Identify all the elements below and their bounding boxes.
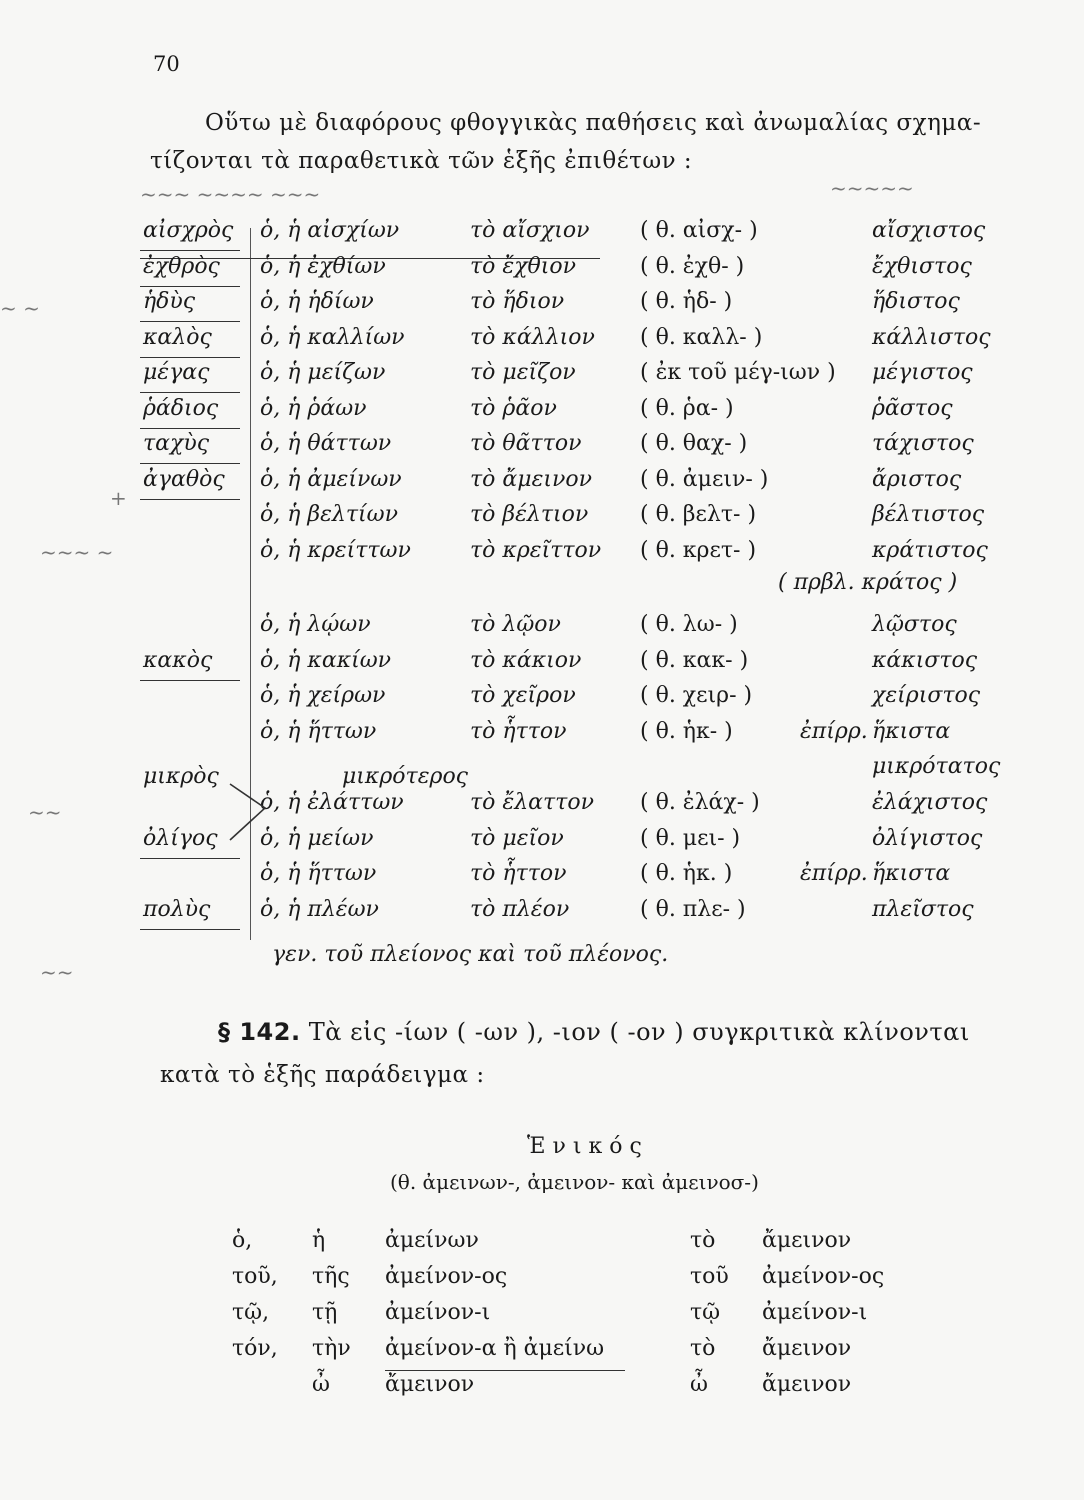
- cell-theme: ( θ. μει- ): [640, 825, 741, 851]
- cell-neut: τὸ κρεῖττον: [470, 537, 602, 563]
- section-text-2: κατὰ τὸ ἑξῆς παράδειγμα :: [160, 1062, 485, 1088]
- positive-underline: [140, 250, 240, 251]
- positive-mikros: μικρὸς: [143, 764, 219, 789]
- superlative-mikros: μικρότατος: [872, 754, 1001, 779]
- decl-nform: ἄμεινον: [762, 1336, 852, 1361]
- decl-nart: τὸ: [690, 1228, 716, 1253]
- handwritten-note-icon: ~~: [40, 960, 74, 984]
- decl-nart: τοῦ: [690, 1264, 729, 1289]
- section-text: Τὰ εἰς -ίων ( -ων ), -ιον ( -ον ) συγκριτικὰ κλίνονται: [308, 1018, 970, 1046]
- cell-theme: ( θ. λω- ): [640, 612, 738, 637]
- handwritten-note-icon: ~~: [28, 800, 62, 824]
- cell-neut: τὸ ἧττον: [470, 718, 567, 744]
- cell-pos: πολὺς: [143, 896, 211, 922]
- handwritten-plus-icon: +: [110, 486, 127, 510]
- cell-neut: τὸ θᾶττον: [470, 431, 582, 456]
- cell-comp: ὁ, ἡ κρείττων: [260, 537, 411, 563]
- decl-form: ἀμείνων: [385, 1228, 479, 1253]
- genitive-note: γεν. τοῦ πλείονος καὶ τοῦ πλέονος.: [272, 942, 669, 967]
- positive-underline: [140, 357, 240, 358]
- cell-sup: κράτιστος: [872, 537, 988, 563]
- decl-nart: τὸ: [690, 1336, 716, 1361]
- cell-comp: ὁ, ἡ καλλίων: [260, 324, 405, 350]
- cell-theme: ( θ. ῥα- ): [640, 395, 734, 421]
- cell-comp: ὁ, ἡ χείρων: [260, 683, 386, 708]
- cell-neut: τὸ μεῖζον: [470, 360, 576, 385]
- cell-sup: πλεῖστος: [872, 896, 974, 922]
- cell-comp: ὁ, ἡ ἥττων: [260, 718, 377, 744]
- decl-form: ἀμείνον-ος: [385, 1264, 508, 1289]
- cell-theme: ( θ. θαχ- ): [640, 431, 748, 456]
- cell-pos: ῥάδιος: [143, 395, 219, 421]
- decl-nform: ἀμείνον-ος: [762, 1264, 885, 1289]
- cell-comp: ὁ, ἡ αἰσχίων: [260, 218, 400, 243]
- cell-comp: ὁ, ἡ μείζων: [260, 360, 386, 385]
- cell-sup: βέλτιστος: [872, 502, 985, 527]
- positive-underline: [140, 392, 240, 393]
- decl-art2: τῇ: [312, 1300, 338, 1325]
- cell-theme: ( θ. ἡδ- ): [640, 289, 733, 314]
- cell-pos: ὀλίγος: [143, 825, 218, 851]
- cell-neut: τὸ αἴσχιον: [470, 218, 590, 243]
- cell-neut: τὸ ῥᾶον: [470, 395, 557, 421]
- cell-theme: ( θ. κακ- ): [640, 647, 749, 673]
- cell-pos: ἡδὺς: [143, 289, 196, 314]
- decl-art1: τόν,: [232, 1336, 278, 1361]
- cell-neut: τὸ βέλτιον: [470, 502, 589, 527]
- decl-nform: ἄμεινον: [762, 1228, 852, 1253]
- cell-theme: ( θ. ἐλάχ- ): [640, 790, 760, 815]
- handwritten-note-icon: ~ ~: [0, 296, 40, 320]
- cell-neut: τὸ κάκιον: [470, 647, 582, 673]
- cell-theme: ( ἐκ τοῦ μέγ-ιων ): [640, 360, 836, 385]
- intro-line-1: Οὕτω μὲ διαφόρους φθογγικὰς παθήσεις καὶ ἀνωμαλίας σχημα-: [205, 110, 982, 136]
- decl-art2: τῆς: [312, 1264, 350, 1289]
- decl-nart: τῷ: [690, 1300, 721, 1325]
- cell-theme: ( θ. ἡκ. ): [640, 861, 733, 886]
- declension-rule: [385, 1370, 625, 1371]
- cell-comp: ὁ, ἡ ἡδίων: [260, 289, 374, 314]
- cell-neut: τὸ ἔχθιον: [470, 253, 577, 279]
- handwritten-note-icon: ~~~~~: [830, 176, 914, 200]
- handwritten-note-icon: ~~~ ~: [40, 540, 114, 564]
- cell-neut: τὸ ἔλαττον: [470, 790, 594, 815]
- cell-pos: ταχὺς: [143, 431, 210, 456]
- cell-sup: κάλλιστος: [872, 324, 991, 350]
- decl-art2: ἡ: [312, 1228, 326, 1253]
- cell-comp: ὁ, ἡ κακίων: [260, 647, 392, 673]
- positive-underline: [140, 858, 240, 859]
- singular-themes: (θ. ἀμεινων-, ἀμεινον- καὶ ἀμεινοσ-): [390, 1170, 759, 1194]
- decl-nform: ἄμεινον: [762, 1372, 852, 1397]
- decl-form: ἀμείνον-α ἢ ἀμείνω: [385, 1336, 605, 1361]
- cell-comp: ὁ, ἡ ἀμείνων: [260, 466, 402, 492]
- cell-sup: κάκιστος: [872, 647, 978, 673]
- brace-icon: [225, 780, 275, 850]
- decl-art1: τοῦ,: [232, 1264, 278, 1289]
- cell-comp: ὁ, ἡ βελτίων: [260, 502, 398, 527]
- positive-underline: [140, 321, 240, 322]
- decl-art2: τὴν: [312, 1336, 351, 1361]
- cell-theme: ( θ. καλλ- ): [640, 324, 763, 350]
- cell-sup: τάχιστος: [872, 431, 974, 456]
- intro-line-2: τίζονται τὰ παραθετικὰ τῶν ἑξῆς ἐπιθέτων :: [150, 148, 693, 174]
- cell-theme: ( θ. ἀμειν- ): [640, 466, 769, 492]
- positive-underline: [140, 463, 240, 464]
- cell-neut: τὸ κάλλιον: [470, 324, 595, 350]
- cell-sup: ἄριστος: [872, 466, 962, 492]
- decl-form: ἄμεινον: [385, 1372, 475, 1397]
- cell-pos: ἀγαθὸς: [143, 466, 225, 492]
- decl-art1: ὁ,: [232, 1228, 253, 1253]
- cell-theme: ( θ. βελτ- ): [640, 502, 757, 527]
- positive-underline: [140, 428, 240, 429]
- cell-sup: ὀλίγιστος: [872, 825, 983, 851]
- cell-sup: ἔχθιστος: [872, 253, 972, 279]
- section-heading: [218, 1018, 970, 1046]
- section-number: § 142.: [218, 1018, 301, 1046]
- cell-theme: ( θ. ἡκ- ): [640, 718, 733, 744]
- cell-sup: λῷστος: [872, 612, 957, 637]
- cell-extra: ἐπίρρ.: [800, 718, 868, 744]
- handwritten-note-icon: ~~~ ~~~~ ~~~: [140, 182, 321, 206]
- cell-sup: χείριστος: [872, 683, 981, 708]
- cell-pos: κακὸς: [143, 647, 213, 673]
- cell-comp: ὁ, ἡ πλέων: [260, 896, 379, 922]
- decl-form: ἀμείνον-ι: [385, 1300, 491, 1325]
- cell-neut: τὸ πλέον: [470, 896, 570, 922]
- cell-sup: ἐλάχιστος: [872, 790, 988, 815]
- cell-theme: ( θ. χειρ- ): [640, 683, 753, 708]
- cell-pos: αἰσχρὸς: [143, 218, 234, 243]
- cell-sup: ἥκιστα: [872, 861, 951, 886]
- cell-neut: τὸ μεῖον: [470, 825, 564, 851]
- cell-theme: ( θ. πλε- ): [640, 896, 746, 922]
- cell-neut: τὸ χεῖρον: [470, 683, 576, 708]
- cell-theme: ( θ. ἐχθ- ): [640, 253, 745, 279]
- cell-pos: ἐχθρὸς: [143, 253, 220, 279]
- cell-neut: τὸ ἧττον: [470, 861, 567, 886]
- decl-art2: ὦ: [312, 1372, 330, 1397]
- cell-neut: τὸ ἥδιον: [470, 289, 565, 314]
- kratos-note: ( πρβλ. κράτος ): [778, 570, 958, 595]
- decl-nart: ὦ: [690, 1372, 708, 1397]
- cell-comp: ὁ, ἡ ἐλάττων: [260, 790, 404, 815]
- cell-comp: ὁ, ἡ θάττων: [260, 431, 392, 456]
- cell-comp: ὁ, ἡ ἐχθίων: [260, 253, 386, 279]
- cell-extra: ἐπίρρ.: [800, 861, 868, 886]
- positive-underline: [140, 680, 240, 681]
- decl-nform: ἀμείνον-ι: [762, 1300, 868, 1325]
- cell-sup: αἴσχιστος: [872, 218, 986, 243]
- cell-pos: μέγας: [143, 360, 210, 385]
- comparative-mikros: μικρότερος: [342, 764, 469, 789]
- decl-art1: τῷ,: [232, 1300, 270, 1325]
- cell-neut: τὸ λῷον: [470, 612, 561, 637]
- singular-title: Ἑ ν ι κ ό ς: [527, 1134, 642, 1159]
- positive-underline: [140, 499, 240, 500]
- cell-comp: ὁ, ἡ λῴων: [260, 612, 371, 637]
- cell-theme: ( θ. αἰσχ- ): [640, 218, 758, 243]
- page-number: 70: [153, 52, 180, 76]
- positive-underline: [140, 929, 240, 930]
- cell-comp: ὁ, ἡ μείων: [260, 825, 374, 851]
- cell-sup: ῥᾶστος: [872, 395, 953, 421]
- cell-pos: καλὸς: [143, 324, 212, 350]
- positive-underline: [140, 286, 240, 287]
- cell-sup: μέγιστος: [872, 360, 973, 385]
- cell-sup: ἥδιστος: [872, 289, 960, 314]
- cell-comp: ὁ, ἡ ῥάων: [260, 395, 367, 421]
- cell-sup: ἥκιστα: [872, 718, 951, 744]
- cell-theme: ( θ. κρετ- ): [640, 537, 757, 563]
- cell-neut: τὸ ἄμεινον: [470, 466, 592, 492]
- cell-comp: ὁ, ἡ ἥττων: [260, 861, 377, 886]
